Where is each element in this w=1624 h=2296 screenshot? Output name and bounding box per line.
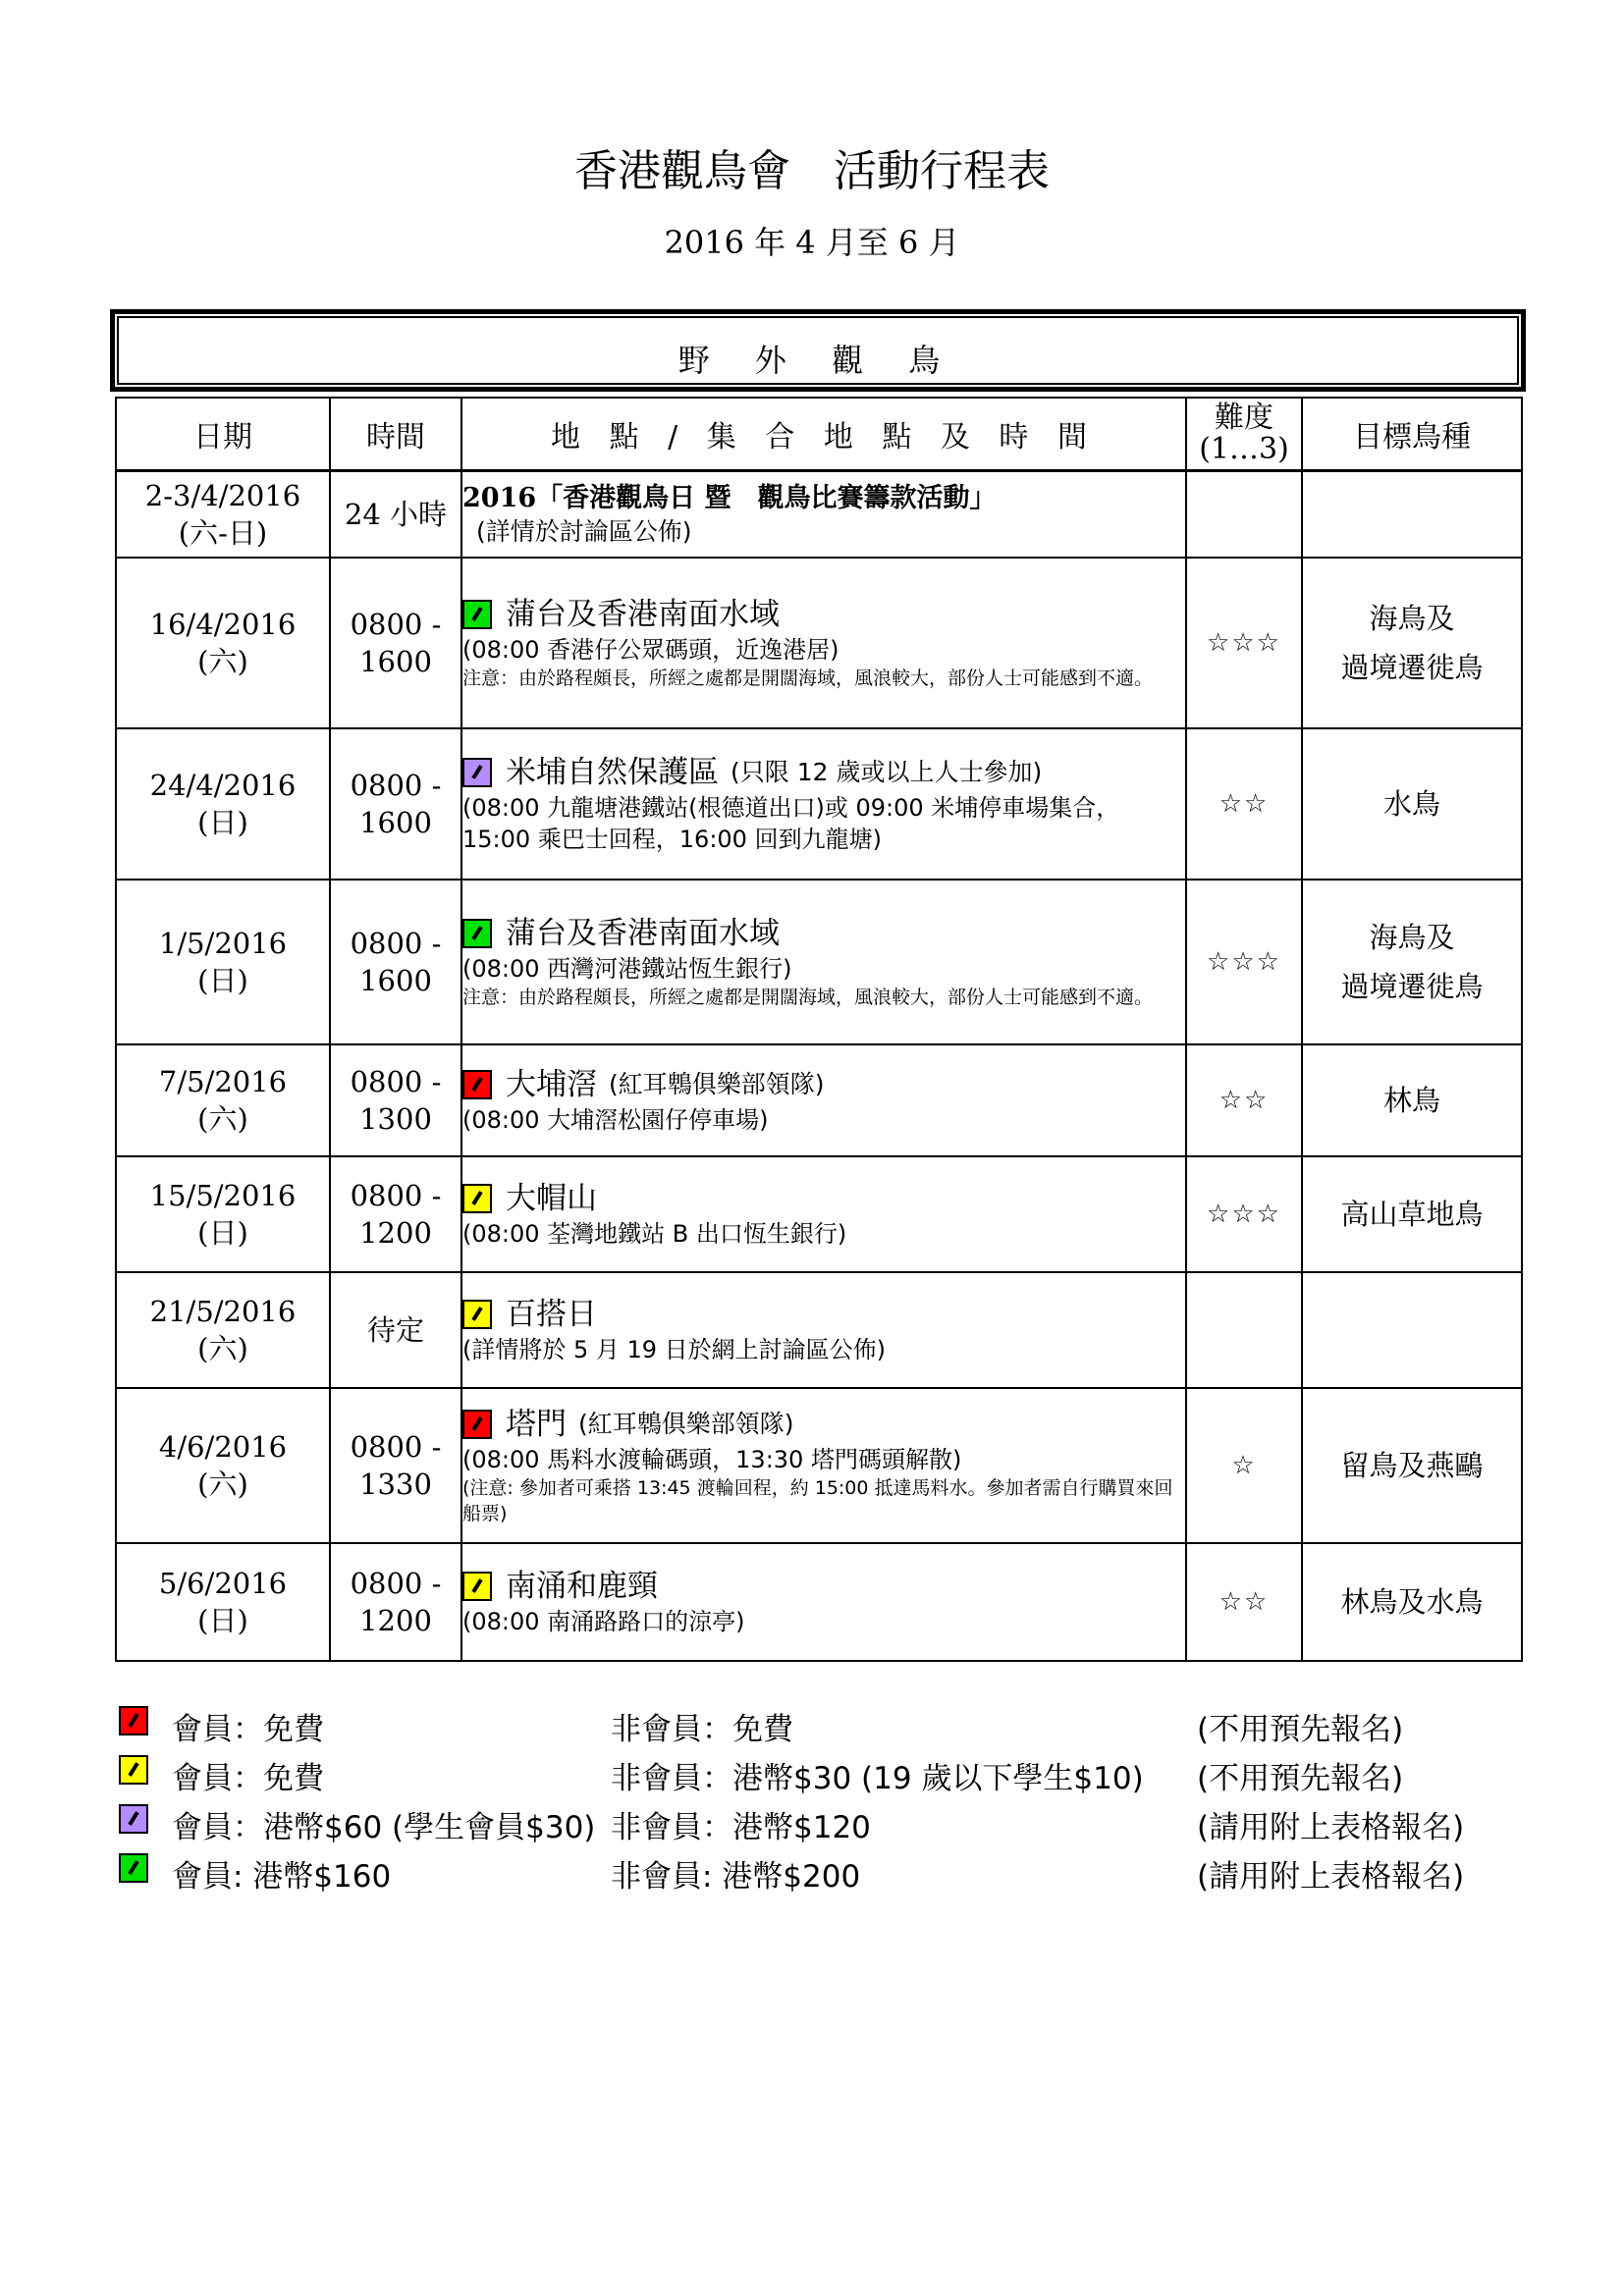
table-row [116, 1388, 1522, 1543]
table-row [116, 1272, 1522, 1388]
member-fee: 會員：免費 [172, 1761, 324, 1796]
time-start: 0800 - [350, 768, 442, 802]
meeting-detail: (08:00 荃灣地鐵站 B 出口恆生銀行) [462, 1219, 847, 1248]
time-start: 0800 - [350, 1429, 442, 1464]
meeting-detail: (08:00 馬料水渡輪碼頭，13:30 塔門碼頭解散) [462, 1445, 962, 1473]
target-species-cell [1302, 471, 1522, 558]
time-cell [330, 471, 461, 558]
date-cell [116, 728, 330, 880]
meeting-detail: (08:00 九龍塘港鐵站(根德道出口)或 09:00 米埔停車場集合，15:00 乘巴士回程，16:00 回到九龍塘) [462, 793, 1120, 853]
time-end: 1330 [359, 1467, 432, 1501]
location-cell [461, 1044, 1186, 1156]
location-cell [461, 1543, 1186, 1661]
time-cell [330, 1156, 461, 1272]
location-cell [461, 880, 1186, 1044]
nonmember-fee: 非會員：免費 [611, 1712, 793, 1747]
bird-pen-icon [462, 1572, 492, 1601]
difficulty-stars: ☆☆ [1186, 1044, 1302, 1156]
member-fee: 會員：免費 [172, 1712, 324, 1747]
difficulty-stars [1186, 471, 1302, 558]
page-subtitle: 2016 年 4 月至 6 月 [664, 224, 960, 261]
weekday-value: (六) [197, 1331, 248, 1365]
difficulty-stars: ☆ [1186, 1388, 1302, 1543]
target-species-line1: 林鳥及水鳥 [1340, 1584, 1484, 1619]
date-value: 16/4/2016 [149, 607, 297, 641]
target-species-cell [1302, 1272, 1522, 1388]
location-label: 大埔滘 [506, 1066, 597, 1102]
date-cell [116, 1388, 330, 1543]
time-start: 0800 - [350, 1566, 442, 1600]
table-row [116, 728, 1522, 880]
event-detail: (詳情於討論區公佈) [476, 516, 692, 546]
bird-pen-icon [462, 1410, 492, 1439]
event-note: 注意：由於路程頗長，所經之處都是開闊海域，風浪較大，部份人士可能感到不適。 [462, 986, 1154, 1008]
difficulty-stars: ☆☆☆ [1186, 558, 1302, 728]
bird-pen-icon [462, 600, 492, 629]
meeting-detail: (08:00 香港仔公眾碼頭，近逸港居) [462, 635, 839, 664]
header-difficulty-label: 難度 [1215, 400, 1273, 435]
bird-pen-icon [119, 1706, 148, 1735]
time-start: 24 小時 [344, 497, 448, 531]
date-cell [116, 471, 330, 558]
time-cell [330, 1272, 461, 1388]
registration-note: (不用預先報名) [1197, 1712, 1404, 1747]
weekday-value: (六) [197, 644, 248, 678]
location-extra: (只限 12 歲或以上人士參加) [731, 757, 1043, 786]
weekday-value: (日) [197, 963, 248, 997]
section-banner [113, 312, 1523, 389]
target-species-cell [1302, 1044, 1522, 1156]
bird-pen-icon [462, 919, 492, 948]
date-value: 1/5/2016 [158, 926, 288, 960]
time-end: 1600 [359, 805, 432, 839]
event-note: (注意: 參加者可乘搭 13:45 渡輪回程，約 15:00 抵達馬料水。參加者需自行購買來回船票) [462, 1476, 1173, 1524]
target-species-line1: 林鳥 [1382, 1083, 1440, 1117]
location-label: 百搭日 [506, 1296, 597, 1332]
time-cell [330, 1543, 461, 1661]
difficulty-stars: ☆☆☆ [1186, 880, 1302, 1044]
bird-pen-icon [462, 758, 492, 787]
legend-row [115, 1845, 1529, 1895]
target-species-line2: 過境遷徙鳥 [1340, 969, 1484, 1003]
section-title: 野 外 觀 鳥 [677, 342, 958, 379]
weekday-value: (六) [197, 1101, 248, 1136]
target-species-line1: 海鳥及 [1369, 601, 1455, 635]
date-cell [116, 558, 330, 728]
table-row [116, 1543, 1522, 1661]
target-species-cell [1302, 880, 1522, 1044]
bird-pen-icon [119, 1804, 148, 1834]
weekday-value: (六) [197, 1467, 248, 1501]
nonmember-fee: 非會員：港幣$120 [611, 1810, 871, 1845]
location-name [462, 914, 1185, 953]
time-end: 1300 [359, 1101, 432, 1136]
location-name [462, 1405, 1185, 1444]
location-name [462, 1065, 1185, 1104]
target-species-line1: 海鳥及 [1369, 920, 1455, 954]
time-start: 0800 - [350, 1064, 442, 1098]
legend-row [115, 1698, 1529, 1747]
location-label: 南涌和鹿頸 [506, 1568, 658, 1604]
date-value: 7/5/2016 [158, 1064, 288, 1098]
registration-note: (請用附上表格報名) [1197, 1810, 1465, 1845]
legend-row [115, 1796, 1529, 1845]
date-cell [116, 1272, 330, 1388]
location-name [462, 595, 1185, 634]
header-location: 地 點 / 集 合 地 點 及 時 間 [461, 398, 1186, 471]
meeting-detail: (08:00 南涌路路口的涼亭) [462, 1607, 745, 1635]
location-extra: (紅耳鵯俱樂部領隊) [609, 1069, 825, 1098]
difficulty-stars: ☆☆☆ [1186, 1156, 1302, 1272]
time-end: 1600 [359, 644, 432, 678]
time-start: 待定 [366, 1312, 424, 1347]
fee-legend [115, 1698, 1529, 1895]
date-value: 4/6/2016 [158, 1429, 288, 1464]
date-cell [116, 880, 330, 1044]
registration-note: (請用附上表格報名) [1197, 1859, 1465, 1895]
bird-pen-icon [119, 1853, 148, 1883]
time-end: 1600 [359, 963, 432, 997]
bird-pen-icon [119, 1755, 148, 1785]
date-cell [116, 1044, 330, 1156]
location-label: 蒲台及香港南面水域 [506, 596, 780, 632]
target-species-line2: 過境遷徙鳥 [1340, 650, 1484, 684]
target-species-cell [1302, 1543, 1522, 1661]
location-cell [461, 728, 1186, 880]
weekday-value: (六-日) [178, 515, 268, 550]
time-start: 0800 - [350, 1178, 442, 1212]
time-start: 0800 - [350, 926, 442, 960]
header-time: 時間 [330, 398, 461, 471]
table-row [116, 471, 1522, 558]
location-name [462, 1567, 1185, 1606]
location-cell [461, 1272, 1186, 1388]
location-label: 米埔自然保護區 [506, 754, 719, 790]
time-cell [330, 880, 461, 1044]
table-row [116, 1044, 1522, 1156]
meeting-detail: (詳情將於 5 月 19 日於網上討論區公佈) [462, 1335, 887, 1363]
time-start: 0800 - [350, 607, 442, 641]
difficulty-stars: ☆☆ [1186, 1543, 1302, 1661]
location-cell [461, 558, 1186, 728]
table-header-row [116, 398, 1522, 471]
table-row [116, 880, 1522, 1044]
bird-pen-icon [462, 1070, 492, 1099]
target-species-cell [1302, 1156, 1522, 1272]
time-end: 1200 [359, 1215, 432, 1250]
date-cell [116, 1156, 330, 1272]
member-fee: 會員: 港幣$160 [172, 1859, 392, 1895]
difficulty-stars: ☆☆ [1186, 728, 1302, 880]
member-fee: 會員：港幣$60 (學生會員$30) [172, 1810, 596, 1845]
weekday-value: (日) [197, 1603, 248, 1637]
location-extra: (紅耳鵯俱樂部領隊) [578, 1409, 794, 1438]
event-note: 注意：由於路程頗長，所經之處都是開闊海域，風浪較大，部份人士可能感到不適。 [462, 667, 1154, 689]
location-cell [461, 1388, 1186, 1543]
target-species-line1: 高山草地鳥 [1340, 1197, 1484, 1231]
location-cell [461, 1156, 1186, 1272]
time-cell [330, 728, 461, 880]
target-species-cell [1302, 1388, 1522, 1543]
target-species-line1: 水鳥 [1382, 786, 1440, 821]
bird-pen-icon [462, 1184, 492, 1213]
location-label: 大帽山 [506, 1180, 597, 1216]
table-row [116, 558, 1522, 728]
weekday-value: (日) [197, 1215, 248, 1250]
location-name [462, 1295, 1185, 1334]
location-cell [461, 471, 1186, 558]
schedule-table [115, 397, 1523, 1662]
location-name [462, 1179, 1185, 1218]
time-end: 1200 [359, 1603, 432, 1637]
date-value: 24/4/2016 [149, 768, 297, 802]
date-value: 15/5/2016 [149, 1178, 297, 1212]
target-species-cell [1302, 728, 1522, 880]
date-value: 5/6/2016 [158, 1566, 288, 1600]
schedule-body [116, 471, 1522, 1661]
difficulty-stars [1186, 1272, 1302, 1388]
date-value: 2-3/4/2016 [144, 478, 301, 512]
target-species-line1: 留鳥及燕鷗 [1340, 1448, 1484, 1482]
location-label: 蒲台及香港南面水域 [506, 915, 780, 951]
page-title: 香港觀鳥會 活動行程表 [574, 146, 1050, 196]
meeting-detail: (08:00 大埔滘松園仔停車場) [462, 1105, 769, 1134]
time-cell [330, 558, 461, 728]
nonmember-fee: 非會員: 港幣$200 [611, 1859, 861, 1895]
registration-note: (不用預先報名) [1197, 1761, 1404, 1796]
location-label: 塔門 [506, 1406, 567, 1442]
time-cell [330, 1388, 461, 1543]
header-date: 日期 [116, 398, 330, 471]
time-cell [330, 1044, 461, 1156]
meeting-detail: (08:00 西灣河港鐵站恆生銀行) [462, 954, 792, 983]
table-row [116, 1156, 1522, 1272]
weekday-value: (日) [197, 805, 248, 839]
header-difficulty-range: (1…3) [1199, 432, 1289, 466]
event-title: 2016「香港觀鳥日 暨 觀鳥比賽籌款活動」 [462, 482, 997, 513]
date-cell [116, 1543, 330, 1661]
nonmember-fee: 非會員：港幣$30 (19 歲以下學生$10) [611, 1761, 1144, 1796]
header-difficulty [1186, 398, 1302, 471]
date-value: 21/5/2016 [149, 1294, 297, 1328]
legend-row [115, 1747, 1529, 1796]
bird-pen-icon [462, 1300, 492, 1329]
location-name [462, 753, 1185, 792]
target-species-cell [1302, 558, 1522, 728]
header-target: 目標鳥種 [1302, 398, 1522, 471]
